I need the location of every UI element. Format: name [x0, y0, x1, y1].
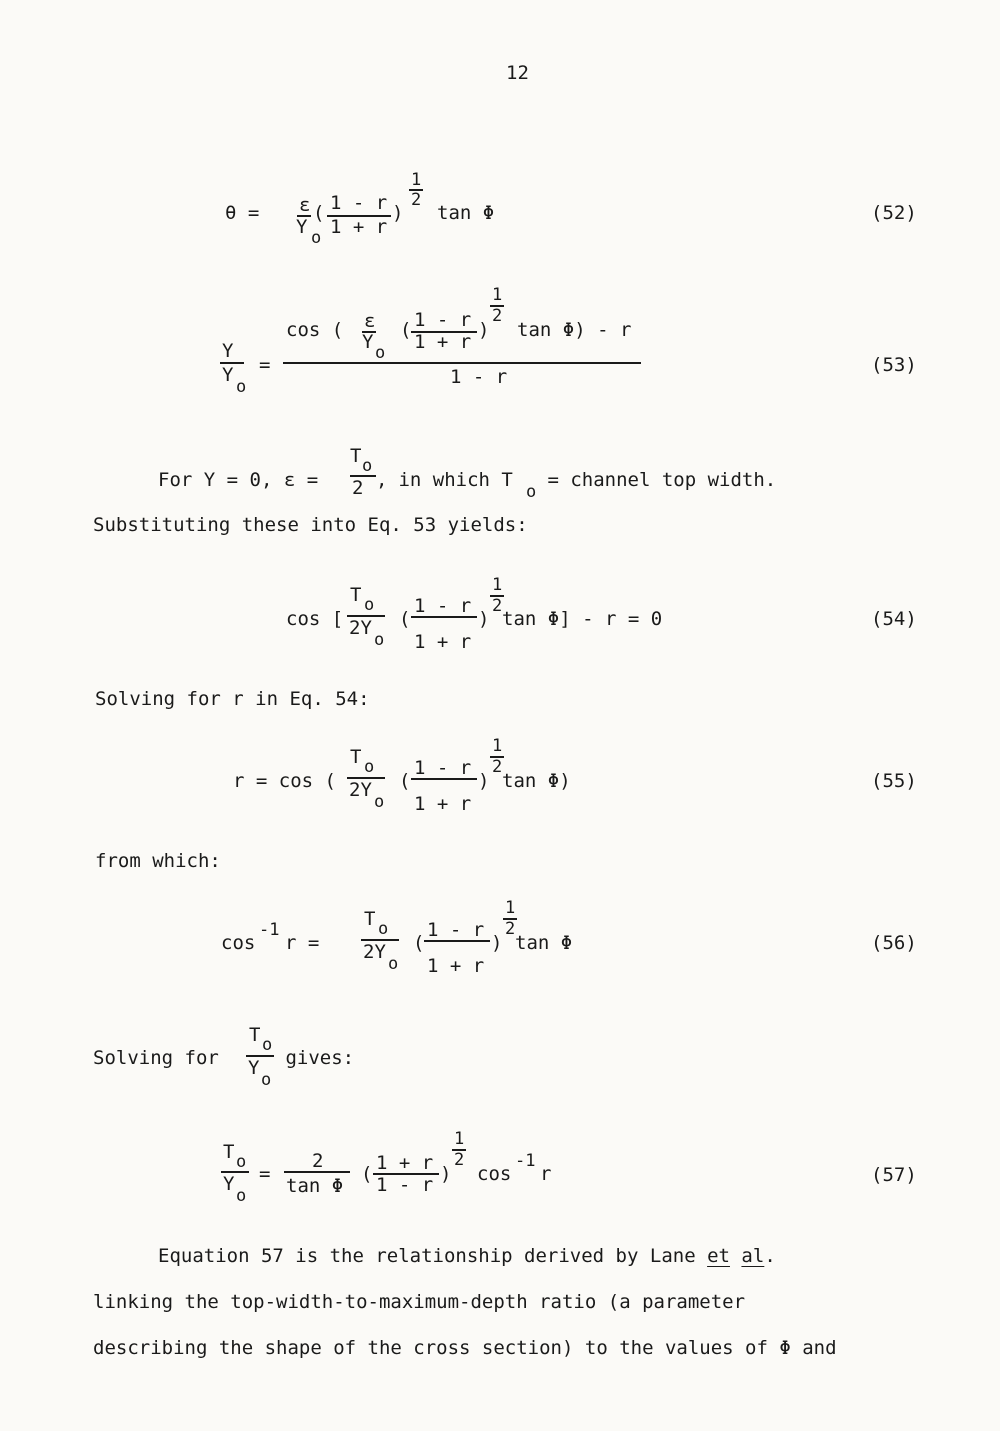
eq56-paren-open: (: [413, 932, 425, 954]
eq53-numerator: 1 - r: [414, 309, 472, 331]
eq56-2Y: 2Y: [363, 941, 386, 963]
eq55-paren-close: ): [478, 770, 490, 792]
eq53-lhs-den: Y: [222, 364, 234, 386]
para1-rest-sub: o: [526, 482, 537, 502]
eq56-exp-num: 1: [505, 898, 516, 918]
eq53-exp-den: 2: [492, 306, 503, 326]
eq55-fraction-bar: [411, 778, 477, 780]
eq57-T: T: [223, 1141, 235, 1163]
para6-al: al: [741, 1245, 765, 1267]
para1-rest: in which T: [387, 469, 513, 491]
eq56-denominator: 1 + r: [427, 955, 485, 977]
eq53-exp-num: 1: [492, 285, 503, 305]
paragraph-solving-for-r: Solving for r in Eq. 54:: [95, 688, 370, 710]
eq53-eps: ε: [364, 310, 376, 332]
eq54-paren-open: (: [399, 608, 411, 630]
eq55-exp-den: 2: [492, 757, 503, 777]
eq56-r-eq: r =: [285, 932, 320, 954]
eq54-cos: cos [: [286, 608, 344, 630]
eq54-T-sub: o: [364, 595, 375, 615]
eq52-lhs: θ =: [225, 202, 260, 224]
eq54-denominator: 1 + r: [414, 631, 472, 653]
para6-line1-text: Equation 57 is the relationship derived by Lane: [158, 1245, 708, 1267]
eq53-paren-close: ): [478, 319, 490, 341]
para1-frac-num: T: [350, 445, 362, 467]
eq57-exp-num: 1: [454, 1129, 465, 1149]
para1-frac-num-sub: o: [362, 456, 373, 476]
eq53-paren-open: (: [400, 319, 412, 341]
eq54-paren-close: ): [478, 608, 490, 630]
eq52-number: (52): [871, 202, 917, 224]
para6-et: et: [707, 1245, 730, 1267]
eq56-paren-close: ): [491, 932, 503, 954]
eq54-2Y-sub: o: [374, 630, 385, 650]
para6-line3: describing the shape of the cross section) to the values of Φ and: [93, 1337, 837, 1359]
eq56-sup: -1: [259, 920, 280, 940]
eq56-2Y-sub: o: [388, 954, 399, 974]
eq57-tan: tan Φ: [286, 1175, 344, 1197]
eq53-tail: tan Φ) - r: [517, 319, 632, 341]
eq54-fraction-bar: [411, 616, 477, 618]
eq52-tan: tan Φ: [437, 202, 495, 224]
eq57-exp-den: 2: [454, 1150, 465, 1170]
para6-period: .: [764, 1245, 776, 1267]
eq54-T: T: [350, 584, 362, 606]
eq54-exp-den: 2: [492, 596, 503, 616]
eq53-Y: Y: [362, 331, 374, 353]
eq55-denominator: 1 + r: [414, 793, 472, 815]
eq56-cos: cos: [221, 932, 256, 954]
eq53-sub-o: o: [375, 343, 386, 363]
eq53-denominator-main: 1 - r: [450, 366, 508, 388]
para6-space: [730, 1245, 741, 1267]
eq53-number: (53): [871, 354, 917, 376]
eq53-equals: =: [259, 354, 271, 376]
eq55-lhs: r = cos (: [233, 770, 336, 792]
para5-T-sub: o: [262, 1035, 273, 1055]
eq52-exp-den: 2: [411, 190, 422, 210]
eq57-cos: cos: [477, 1163, 512, 1185]
eq57-Y: Y: [223, 1173, 235, 1195]
eq52-paren-close: ): [392, 202, 404, 224]
para1-comma: ,: [376, 469, 388, 491]
eq57-equals: =: [259, 1163, 271, 1185]
eq53-lhs-sub: o: [236, 377, 247, 397]
eq57-sup: -1: [515, 1151, 536, 1171]
eq53-lhs-num: Y: [222, 340, 234, 362]
para5-Y-sub: o: [261, 1070, 272, 1090]
eq56-number: (56): [871, 932, 917, 954]
eq52-sub-o: o: [311, 228, 322, 248]
paragraph-substituting: Substituting these into Eq. 53 yields:: [93, 514, 528, 536]
para5-lead: Solving for: [93, 1047, 231, 1069]
eq57-Y-sub: o: [236, 1186, 247, 1206]
para1-lead: For Y = 0, ε =: [158, 469, 330, 491]
para6-line1: [158, 1247, 776, 1266]
eq54-2Y: 2Y: [349, 617, 372, 639]
eq56-T-sub: o: [378, 919, 389, 939]
eq54-exp-num: 1: [492, 575, 503, 595]
eq57-denominator: 1 - r: [376, 1174, 434, 1196]
eq57-r: r: [540, 1163, 552, 1185]
eq52-Y: Y: [296, 216, 308, 238]
eq52-denominator: 1 + r: [330, 216, 388, 238]
eq56-T: T: [364, 908, 376, 930]
eq57-paren-close: ): [440, 1163, 452, 1185]
eq53-main-bar: [283, 362, 641, 364]
eq53-denominator: 1 + r: [414, 331, 472, 353]
eq52-eps: ε: [299, 194, 311, 216]
eq55-T-sub: o: [364, 757, 375, 777]
eq57-two: 2: [312, 1150, 324, 1172]
eq52-numerator: 1 - r: [330, 192, 388, 214]
eq55-2Y-sub: o: [374, 792, 385, 812]
eq52-paren-open: (: [313, 202, 325, 224]
eq57-numerator: 1 + r: [376, 1152, 434, 1174]
eq55-T: T: [350, 746, 362, 768]
eq56-exp-den: 2: [505, 919, 516, 939]
para5-Y: Y: [248, 1057, 260, 1079]
paragraph-from-which: from which:: [95, 850, 221, 872]
eq55-paren-open: (: [399, 770, 411, 792]
eq57-paren-open: (: [361, 1163, 373, 1185]
eq57-T-sub: o: [236, 1152, 247, 1172]
page-number: 12: [506, 62, 529, 84]
eq56-fraction-bar: [424, 940, 490, 942]
eq56-numerator: 1 - r: [427, 919, 485, 941]
eq54-number: (54): [871, 608, 917, 630]
eq57-coef-bar: [284, 1171, 350, 1173]
para1-frac-den: 2: [352, 477, 364, 499]
para5-rest: gives:: [274, 1047, 355, 1069]
eq54-numerator: 1 - r: [414, 595, 472, 617]
eq57-number: (57): [871, 1164, 917, 1186]
eq56-tail: tan Φ: [515, 932, 573, 954]
eq55-exp-num: 1: [492, 736, 503, 756]
eq53-cos: cos (: [286, 319, 355, 341]
eq54-tail: tan Φ] - r = 0: [502, 608, 663, 630]
eq55-numerator: 1 - r: [414, 757, 472, 779]
para5-T: T: [249, 1024, 261, 1046]
eq55-tail: tan Φ): [502, 770, 571, 792]
para1-rest-end: = channel top width.: [536, 469, 777, 491]
para6-line2: linking the top-width-to-maximum-depth ratio (a parameter: [93, 1291, 746, 1313]
eq55-number: (55): [871, 770, 917, 792]
eq52-exp-num: 1: [411, 170, 422, 190]
eq55-2Y: 2Y: [349, 779, 372, 801]
